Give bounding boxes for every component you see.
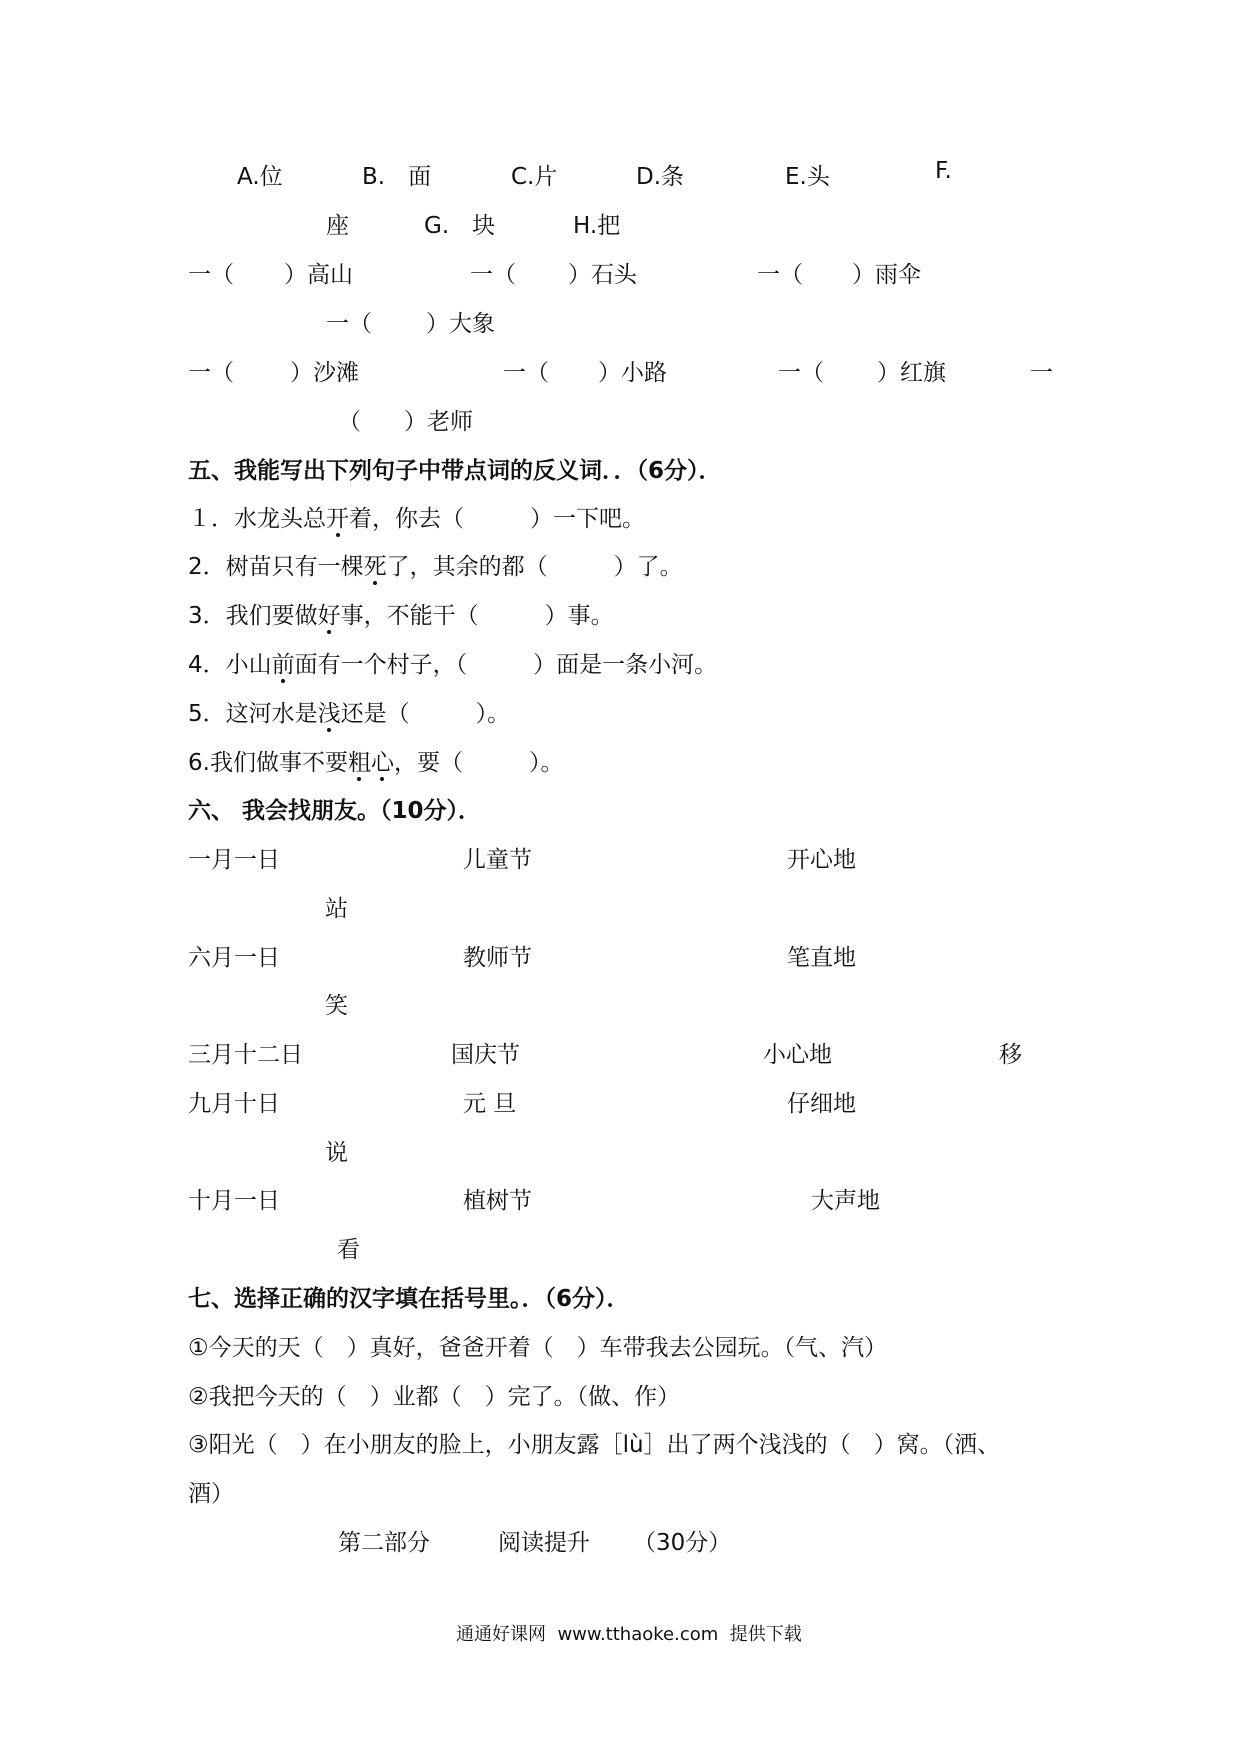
holiday-item: 植树节: [463, 1188, 532, 1214]
option-f: F.: [935, 158, 952, 184]
item-close: ）石头: [568, 262, 637, 288]
q7-3: ③阳光（ ）在小朋友的脸上，小朋友露［lù］出了两个浅浅的（ ）窝。（洒、: [188, 1432, 1001, 1458]
verb-item: 说: [325, 1140, 348, 1166]
q5-4: [188, 646, 717, 679]
text: ，要（: [393, 750, 463, 776]
holiday-item: 元 旦: [463, 1091, 517, 1117]
item-open: 一（: [188, 262, 234, 288]
adverb-item: 笔直地: [787, 945, 856, 971]
text: 面有一个村子，（: [294, 652, 468, 678]
item-close: ）高山: [284, 262, 353, 288]
q5-6: [188, 744, 563, 777]
item-close: ）老师: [404, 409, 473, 435]
item-close: ）沙滩: [290, 360, 359, 386]
adverb-item: 仔细地: [787, 1091, 856, 1117]
text: ）事。: [544, 603, 614, 629]
option-g: G. 块: [424, 213, 496, 239]
item-open: （: [338, 409, 361, 435]
text: 4．小山: [188, 652, 272, 678]
text: 还是（: [340, 701, 410, 727]
text: 着，你去（: [349, 506, 464, 532]
item-close: ）红旗: [877, 360, 946, 386]
item-open: 一（: [188, 360, 234, 386]
dotted-word: 浅: [318, 695, 341, 728]
adverb-item: 大声地: [811, 1188, 880, 1214]
section-6-title: 六、 我会找朋友。（10分）．: [188, 798, 482, 824]
q7-1: ①今天的天（ ）真好，爸爸开着（ ）车带我去公园玩。（气、汽）: [188, 1335, 888, 1361]
text: 事，不能干（: [340, 603, 479, 629]
section-5-title: 五、我能写出下列句子中带点词的反义词．．（6分）．: [188, 458, 722, 484]
item-open: 一: [1030, 360, 1053, 386]
date-item: 三月十二日: [188, 1042, 303, 1068]
q5-1: [188, 500, 645, 533]
part-score: （30分）: [633, 1530, 732, 1556]
part-title: 阅读提升: [498, 1530, 590, 1556]
q7-3-cont: 酒）: [188, 1481, 234, 1507]
text: 3．我们要做: [188, 603, 318, 629]
text: １．水龙头总: [188, 506, 326, 532]
dotted-word: 开: [326, 500, 349, 533]
q5-5: [188, 695, 510, 728]
text: ）了。: [613, 554, 683, 580]
item-close: ）雨伞: [852, 262, 921, 288]
q5-3: [188, 597, 614, 630]
dotted-word: 粗: [348, 744, 371, 777]
text: ）。: [475, 701, 511, 727]
text: ）一下吧。: [530, 506, 645, 532]
adverb-item: 开心地: [787, 847, 856, 873]
verb-item: 移: [999, 1042, 1022, 1068]
text: 6.我们做事不要: [188, 750, 348, 776]
item-open: 一（: [470, 262, 516, 288]
item-open: 一（: [778, 360, 824, 386]
item-open: 一（: [757, 262, 803, 288]
date-item: 十月一日: [188, 1188, 280, 1214]
option-b: B. 面: [362, 164, 432, 190]
dotted-word: 前: [272, 646, 295, 679]
section-7-title: 七、选择正确的汉字填在括号里。．（6分）．: [188, 1286, 630, 1312]
option-f-cont: 座: [326, 213, 349, 239]
footer-credit: 通通好课网 www.tthaoke.com 提供下载: [456, 1624, 802, 1645]
option-c: C.片: [511, 164, 558, 190]
option-d: D.条: [636, 164, 685, 190]
text: 5．这河水是: [188, 701, 318, 727]
date-item: 六月一日: [188, 945, 280, 971]
date-item: 九月十日: [188, 1091, 280, 1117]
q7-2: ②我把今天的（ ）业都（ ）完了。（做、作）: [188, 1384, 681, 1410]
holiday-item: 教师节: [463, 945, 532, 971]
adverb-item: 小心地: [763, 1042, 832, 1068]
holiday-item: 国庆节: [451, 1042, 520, 1068]
item-close: ）大象: [426, 311, 495, 337]
text: 2．树苗只有一棵: [188, 554, 364, 580]
dotted-word: 心: [371, 744, 394, 777]
verb-item: 站: [325, 896, 348, 922]
text: ）面是一条小河。: [533, 652, 718, 678]
item-open: 一（: [326, 311, 372, 337]
option-e: E.头: [785, 164, 830, 190]
verb-item: 笑: [325, 993, 348, 1019]
date-item: 一月一日: [188, 847, 280, 873]
holiday-item: 儿童节: [463, 847, 532, 873]
dotted-word: 死: [364, 548, 387, 581]
option-a: A.位: [237, 164, 283, 190]
text: ）。: [528, 750, 564, 776]
dotted-word: 好: [318, 597, 341, 630]
item-open: 一（: [503, 360, 549, 386]
q5-2: [188, 548, 683, 581]
text: 了，其余的都（: [386, 554, 548, 580]
verb-item: 看: [337, 1237, 360, 1263]
part-label: 第二部分: [338, 1530, 430, 1556]
item-close: ）小路: [598, 360, 667, 386]
option-h: H.把: [573, 213, 621, 239]
